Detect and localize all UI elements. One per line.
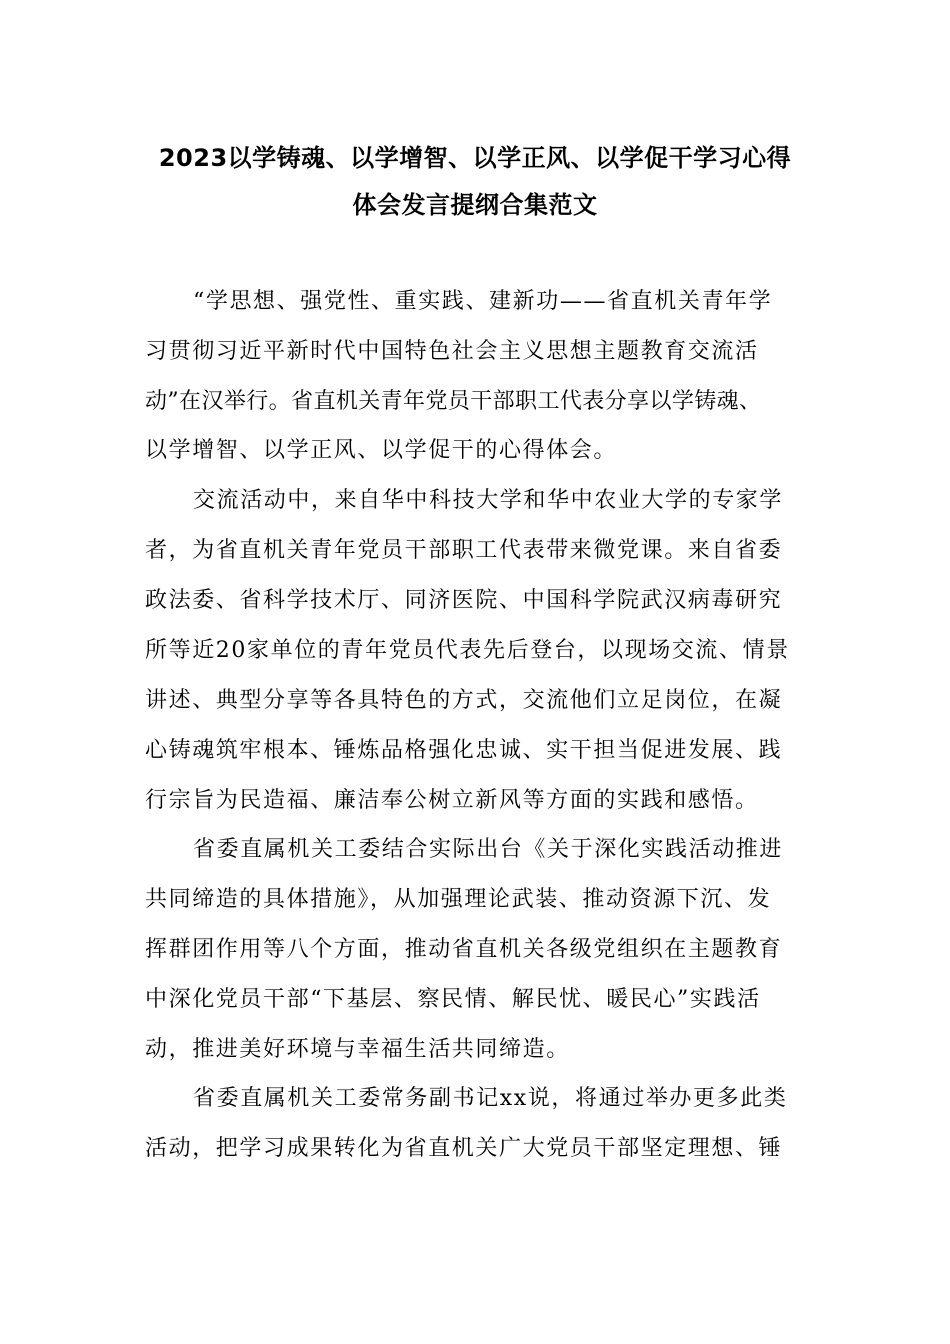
paragraph-3-line-1: 省委直属机关工委结合实际出台《关于深化实践活动推进	[193, 837, 784, 862]
paragraph-1-line-4: 以学增智、以学正风、以学促干的心得体会。	[145, 438, 618, 463]
paragraph-3-line-2: 共同缔造的具体措施》，从加强理论武装、推动资源下沉、发	[145, 887, 772, 912]
paragraph-1-line-2: 习贯彻习近平新时代中国特色社会主义思想主题教育交流活	[145, 339, 759, 364]
paragraph-1-line-1: “学思想、强党性、重实践、建新功——省直机关青年学	[193, 289, 773, 314]
paragraph-2-line-5: 讲述、典型分享等各具特色的方式，交流他们立足岗位，在凝	[145, 688, 783, 713]
paragraph-2-line-3: 政法委、省科学技术厅、同济医院、中国科学院武汉病毒研究	[145, 588, 783, 613]
document-title-line-1: 2023以学铸魂、以学增智、以学正风、以学促干学习心得	[158, 144, 792, 172]
paragraph-2-line-7: 行宗旨为民造福、廉洁奉公树立新风等方面的实践和感悟。	[145, 788, 759, 813]
paragraph-4-line-2: 活动，把学习成果转化为省直机关广大党员干部坚定理想、锤	[145, 1136, 783, 1161]
paragraph-3-line-5: 动，推进美好环境与幸福生活共同缔造。	[145, 1037, 570, 1062]
paragraph-3-line-3: 挥群团作用等八个方面，推动省直机关各级党组织在主题教育	[145, 937, 783, 962]
document-title-line-2: 体会发言提纲合集范文	[352, 191, 598, 219]
paragraph-2-line-6: 心铸魂筑牢根本、锤炼品格强化忠诚、实干担当促进发展、践	[145, 738, 783, 763]
paragraph-2-line-1: 交流活动中，来自华中科技大学和华中农业大学的专家学	[193, 488, 784, 513]
paragraph-1-line-3: 动”在汉举行。省直机关青年党员干部职工代表分享以学铸魂、	[145, 389, 762, 414]
paragraph-2-line-2: 者，为省直机关青年党员干部职工代表带来微党课。来自省委	[145, 538, 783, 563]
paragraph-3-line-4: 中深化党员干部“下基层、察民情、解民忧、暖民心”实践活	[145, 987, 761, 1012]
paragraph-2-line-4: 所等近20家单位的青年党员代表先后登台，以现场交流、情景	[145, 638, 790, 663]
paragraph-4-line-1: 省委直属机关工委常务副书记xx说，将通过举办更多此类	[193, 1086, 788, 1111]
